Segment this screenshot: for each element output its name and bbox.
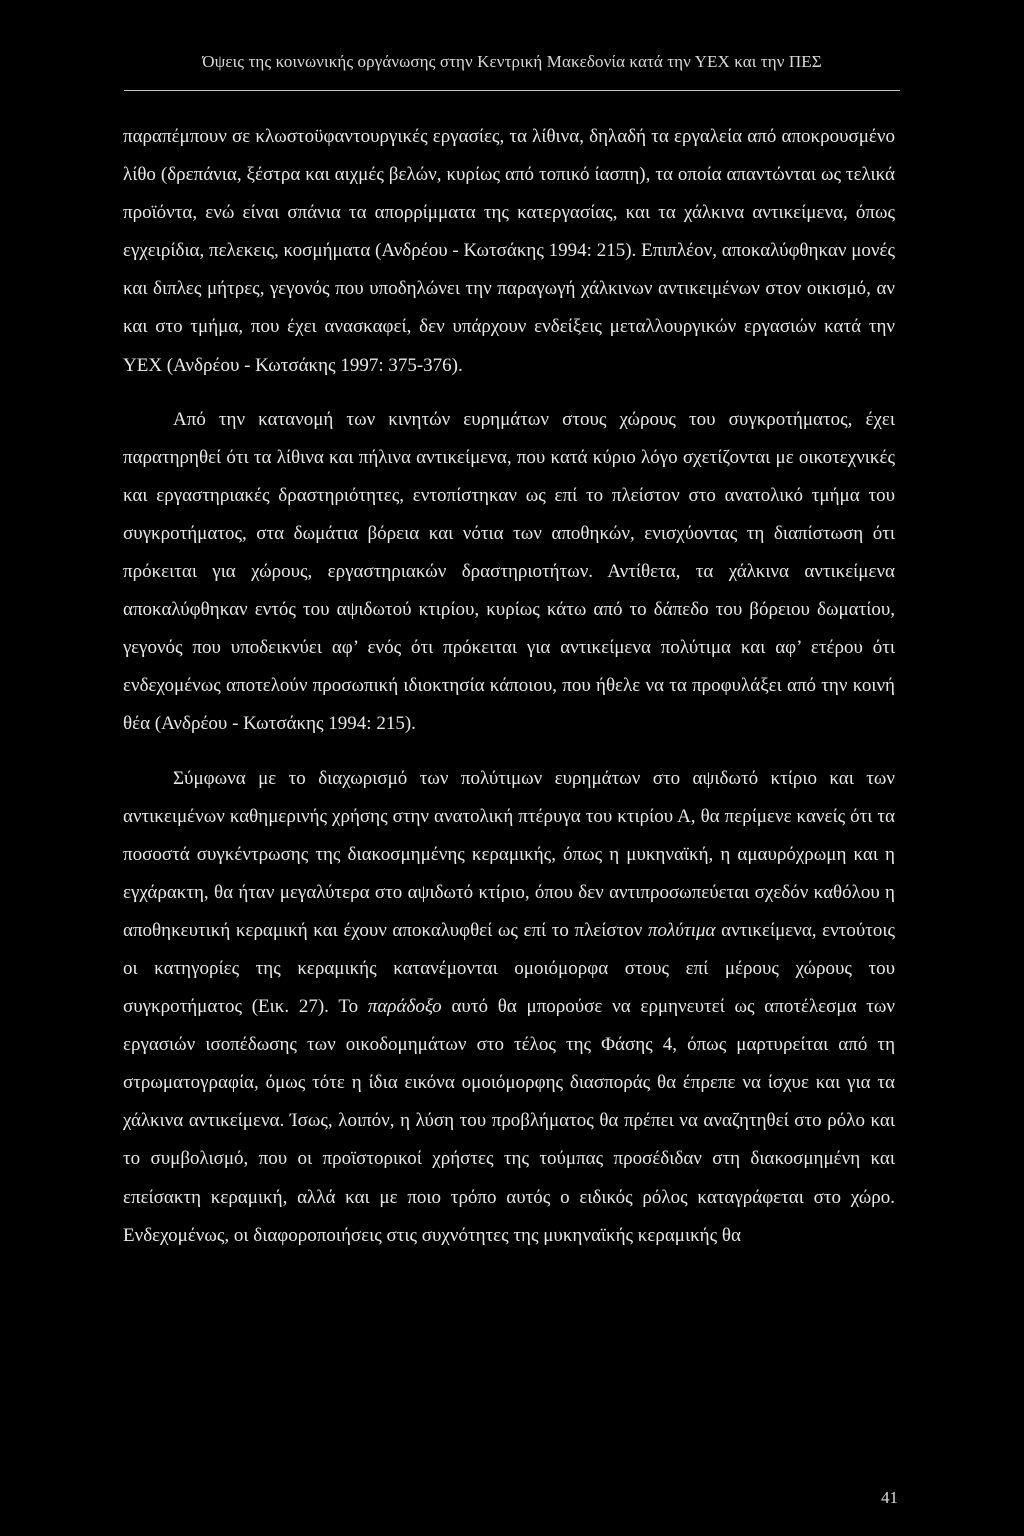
paragraph-3-text-1: Σύμφωνα με το διαχωρισμό των πολύτιμων ευρημάτων στο αψιδωτό κτίριο και των αντικειμένων καθημερινής χρήσης στην ανατολική πτέρυγα του κτιρίου Α, θα περίμενε κανείς ότι τα ποσοστά συγκέντρωσης της διακοσμημένης κεραμικής, όπως η μυκηναϊκή, η αμαυρόχρωμη και η εγχάρακτη, θα ήταν μεγαλύτερα στο αψιδωτό κτίριο, όπου δεν αντιπροσωπεύεται σχεδόν καθόλου η αποθηκευτική κεραμική και έχουν αποκαλυφθεί ως επί το πλείστον <box>123 767 895 941</box>
running-header: Όψεις της κοινωνικής οργάνωσης στην Κεντρική Μακεδονία κατά την ΥΕΧ και την ΠΕΣ <box>202 52 822 71</box>
paragraph-3-emphasis-1: πολύτιμα <box>647 919 716 941</box>
header-divider <box>124 90 900 91</box>
paragraph-3-text-3: αυτό θα μπορούσε να ερμηνευτεί ως αποτέλεσμα των εργασιών ισοπέδωσης των οικοδομημάτων στο τέλος της Φάσης 4, όπως μαρτυρείται από τη στρωματογραφία, όμως τότε η ίδια εικόνα ομοιόμορφης διασποράς θα έπρεπε να ίσχυε και για τα χάλκινα αντικείμενα. Ίσως, λοιπόν, η λύση του προβλήματος θα πρέπει να αναζητηθεί στο ρόλο και το συμβολισμό, που οι προϊστορικοί χρήστες της τούμπας προσέδιδαν στη διακοσμημένη και επείσακτη κεραμική, αλλά και με ποιο τρόπο αυτός ο ειδικός ρόλος καταγράφεται στο χώρο. Ενδεχομένως, οι διαφοροποιήσεις στις συχνότητες της μυκηναϊκής κεραμικής θα <box>123 996 896 1246</box>
paragraph-3 <box>123 760 895 1255</box>
paragraph-3-text-2: αντικείμενα, εντούτοις οι κατηγορίες της κεραμικής κατανέμονται ομοιόμορφα στους επί μέρους χώρους του συγκροτήματος (Εικ. 27). Το <box>123 919 896 1018</box>
paragraph-2: Από την κατανομή των κινητών ευρημάτων στους χώρους του συγκροτήματος, έχει παρατηρηθεί ότι τα λίθινα και πήλινα αντικείμενα, που κατά κύριο λόγο σχετίζονται με οικοτεχνικές και εργαστηριακές δραστηριότητες, εντοπίστηκαν ως επί το πλείστον στο ανατολικό τμήμα του συγκροτήματος, στα δωμάτια βόρεια και νότια των αποθηκών, ενισχύοντας τη διαπίστωση ότι πρόκειται για χώρους, εργαστηριακών δραστηριοτήτων. Αντίθετα, τα χάλκινα αντικείμενα αποκαλύφθηκαν εντός του αψιδωτού κτιρίου, κυρίως κάτω από το δάπεδο του βόρειου δωματίου, γεγονός που υποδεικνύει αφ’ ενός ότι πρόκειται για αντικείμενα πολύτιμα και αφ’ ετέρου ότι ενδεχομένως αποτελούν προσωπική ιδιοκτησία κάποιου, που ήθελε να τα προφυλάξει από την κοινή θέα (Ανδρέου - Κωτσάκης 1994: 215). <box>123 408 895 735</box>
page-number: 41 <box>881 1488 898 1507</box>
paragraph-3-emphasis-2: παράδοξο <box>367 996 442 1018</box>
paragraph-1: παραπέμπουν σε κλωστοϋφαντουργικές εργασίες, τα λίθινα, δηλαδή τα εργαλεία από αποκρουσμένο λίθο (δρεπάνια, ξέστρα και αιχμές βελών, κυρίως από τοπικό ίασπη), τα οποία απαντώνται ως τελικά προϊόντα, ενώ είναι σπάνια τα απορρίμματα της κατεργασίας, και τα χάλκινα αντικείμενα, όπως εγχειρίδια, πελεκεις, κοσμήματα (Ανδρέου - Κωτσάκης 1994: 215). Επιπλέον, αποκαλύφθηκαν μονές και διπλες μήτρες, γεγονός που υποδηλώνει την παραγωγή χάλκινων αντικειμένων στον οικισμό, αν και στο τμήμα, που έχει ανασκαφεί, δεν υπάρχουν ενδείξεις μεταλλουργικών εργασιών κατά την ΥΕΧ (Ανδρέου - Κωτσάκης 1997: 375-376). <box>123 126 895 376</box>
body-text <box>123 118 895 1255</box>
